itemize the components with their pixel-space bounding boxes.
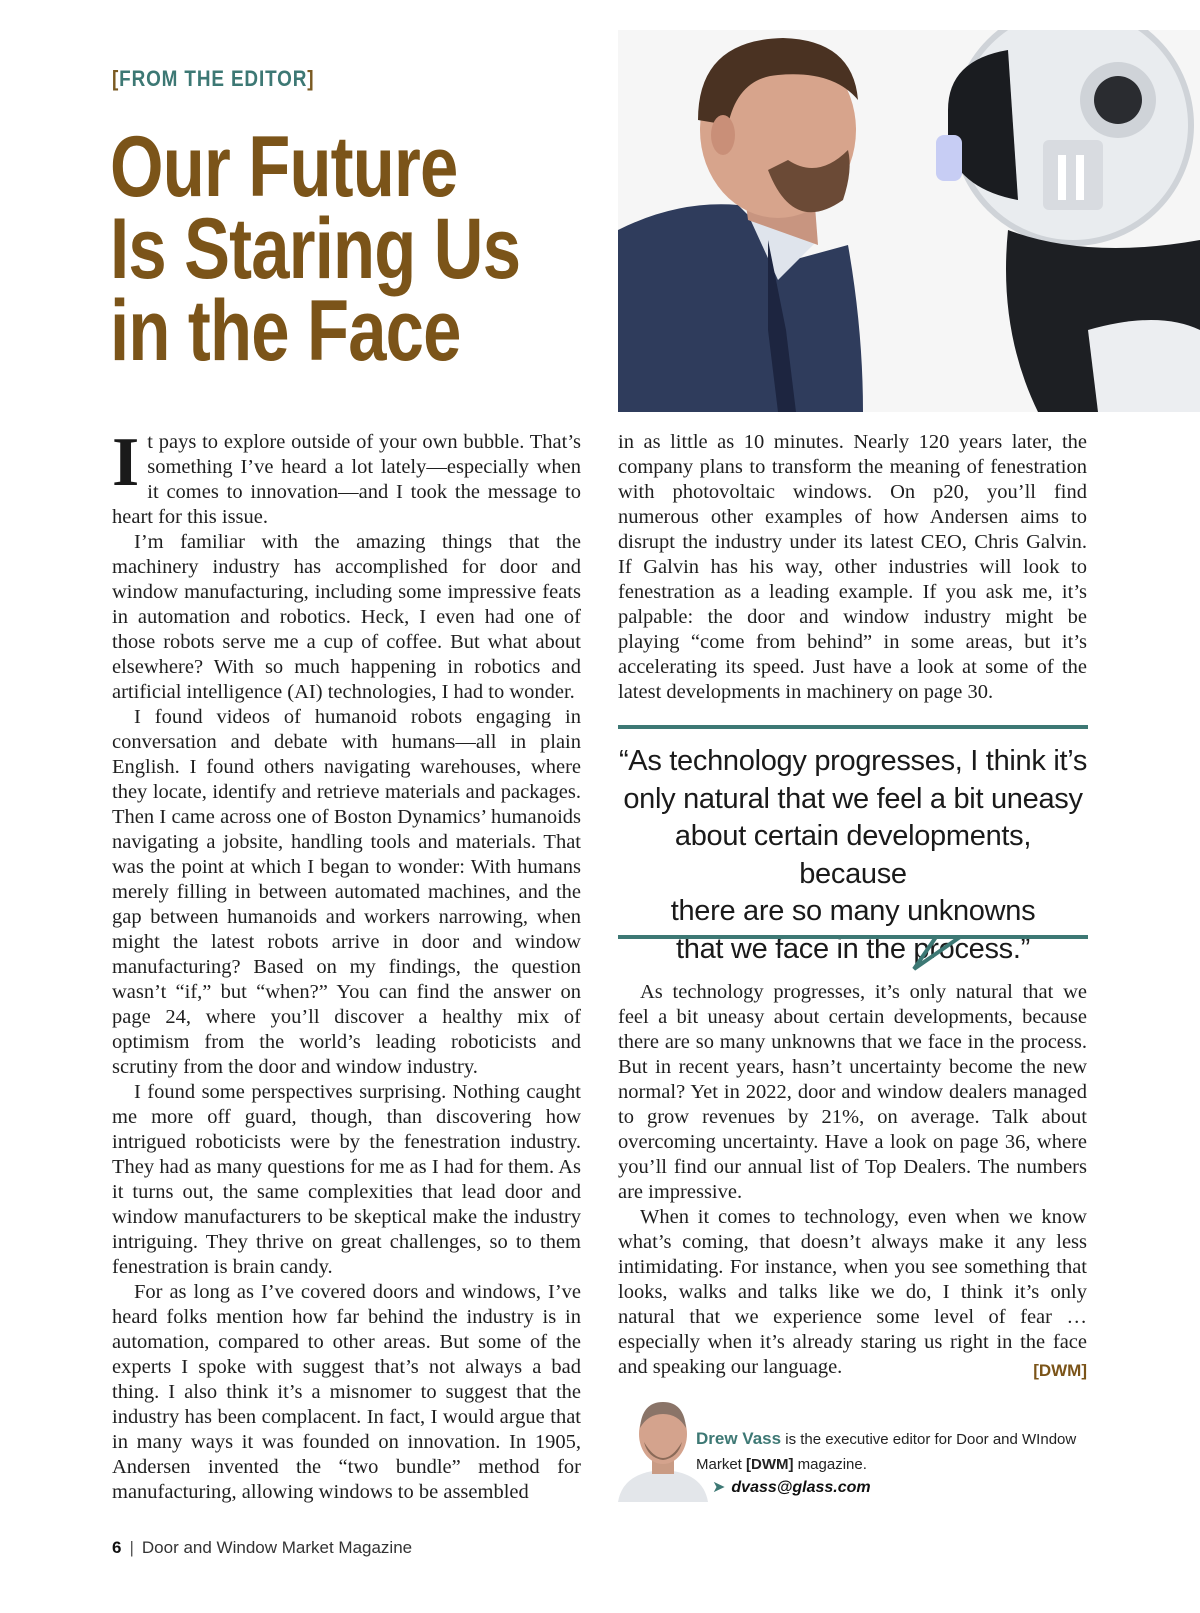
paragraph-4: I found some perspectives surprising. Nothing caught me more off guard, though, than discovering how intrigued roboticists were by the fenestration industry. They had as many questions for me as I had for them. As it turns out, the same complexities that lead door and window manufacturers to be skeptical make the industry intriguing. They thrive on great challenges, so to them fenestration is brain candy.: [112, 1081, 581, 1278]
kicker-bracket-open: [: [112, 66, 120, 91]
paragraph-3: I found videos of humanoid robots engaging in conversation and debate with humans—all in plain English. I found others navigating warehouses, where they locate, identify and retrieve materials and packages. Then I came across one of Boston Dynamics’ humanoids navigating a jobsite, handling tools and materials. That was the point at which I began to wonder: With humans merely filling in between automated machines, and the gap between humanoids and workers narrowing, when might the latest robots arrive in door and window manufacturing? Based on my findings, the question wasn’t “if,” but “when?” You can find the answer on page 24, where you’ll discover a healthy mix of optimism from the world’s leading roboticists and scrutiny from the door and window industry.: [112, 706, 581, 1078]
right-column-top: [618, 430, 1087, 705]
speech-tail-icon: [618, 933, 1088, 973]
author-bio-magazine: [DWM]: [746, 1456, 794, 1473]
paragraph-5: For as long as I’ve covered doors and windows, I’ve heard folks mention how far behind the industry is in automation, compared to other areas. But some of the experts I spoke with suggest that’s not always a bad thing. I also think it’s a misnomer to suggest that the industry has been complacent. In fact, I would argue that in many ways it was founded on innovation. In 1905, Andersen invented the “two bundle” method for manufacturing, allowing windows to be assembled: [112, 1281, 581, 1503]
footer-separator: |: [129, 1538, 134, 1557]
paragraph-1: [112, 424, 581, 530]
paragraph-continued: in as little as 10 minutes. Nearly 120 years later, the company plans to transform the meaning of fenestration with photovoltaic windows. On p20, you’ll find numerous other examples of how Andersen aims to disrupt the industry under its latest CEO, Chris Galvin. If Galvin has his way, other industries will look to fenestration as a leading example. If you ask me, it’s palpable: the door and window industry might be playing “come from behind” in some areas, but it’s accelerating its speed. Just have a look at some of the latest developments in machinery on page 30.: [618, 431, 1087, 703]
pull-quote-line: about certain developments, because: [674, 820, 1032, 890]
pull-quote-line: only natural that we feel a bit uneasy: [623, 782, 1083, 815]
pull-quote-line: “As technology progresses, I think it’s: [618, 745, 1088, 777]
pull-quote-line: that we face in the process.”: [676, 932, 1030, 965]
headline-line-1: Our Future: [110, 119, 458, 215]
pull-quote-line: there are so many unknowns: [670, 895, 1036, 927]
page-footer: [112, 1538, 412, 1558]
publication-name: Door and Window Market Magazine: [141, 1538, 413, 1557]
headline-line-2: Is Staring Us: [110, 201, 521, 297]
section-kicker: [112, 66, 314, 92]
photo-illustration: [618, 30, 1200, 412]
paragraph-7-text: When it comes to technology, even when we know what’s coming, that doesn’t always make it any less intimidating. For instance, when you see something that looks, walks and talks like we do, I think it’s only natural that we experience some level of fear … especially when it’s already staring us right in the face and speaking our language.: [618, 1206, 1087, 1378]
author-name: Drew Vass: [696, 1429, 782, 1448]
author-bio-part-1: is the executive editor for Door and WIndow Market: [696, 1431, 1077, 1473]
author-avatar: [618, 1392, 708, 1502]
paragraph-1-text: t pays to explore outside of your own bubble. That’s something I’ve heard a lot lately—especially when it comes to innovation—and I took the message to heart for this issue.: [112, 431, 581, 528]
author-bio-text: [696, 1426, 1116, 1477]
paragraph-2: I’m familiar with the amazing things that the machinery industry has accomplished for door and window manufacturing, including some impressive feats in automation and robotics. Heck, I even had one of those robots serve me a cup of coffee. But what about elsewhere? With so much happening in robotics and artificial intelligence (AI) technologies, I had to wonder.: [112, 531, 581, 703]
kicker-bracket-close: ]: [307, 66, 315, 91]
end-mark: [DWM]: [1033, 1361, 1087, 1380]
author-bio: [618, 1392, 1138, 1502]
author-photo-icon: [618, 1392, 708, 1502]
author-email-line: [712, 1477, 871, 1497]
pull-quote-top-rule: [618, 725, 1088, 729]
author-email-link[interactable]: dvass@glass.com: [731, 1479, 871, 1496]
headline-line-3: in the Face: [110, 283, 461, 379]
right-column-bottom: [618, 980, 1087, 1383]
page-number: 6: [112, 1538, 122, 1557]
pull-quote: [618, 725, 1088, 975]
drop-cap: I: [112, 424, 140, 501]
article-headline: [110, 119, 590, 379]
left-column: [112, 424, 581, 1505]
author-bio-part-2: magazine.: [793, 1456, 867, 1473]
paragraph-6: As technology progresses, it’s only natural that we feel a bit uneasy about certain developments, because there are so many unknowns that we face in the process. But in recent years, hasn’t uncertainty become the new normal? Yet in 2022, door and window dealers managed to grow revenues by 21%, on average. Talk about overcoming uncertainty. Have a look on page 36, where you’ll find our annual list of Top Dealers. The numbers are impressive.: [618, 981, 1087, 1203]
arrow-icon: ➤: [712, 1479, 726, 1496]
man-facing-robot-photo: [618, 30, 1200, 412]
paragraph-7: [618, 1205, 1087, 1380]
kicker-label: FROM THE EDITOR: [119, 66, 308, 91]
